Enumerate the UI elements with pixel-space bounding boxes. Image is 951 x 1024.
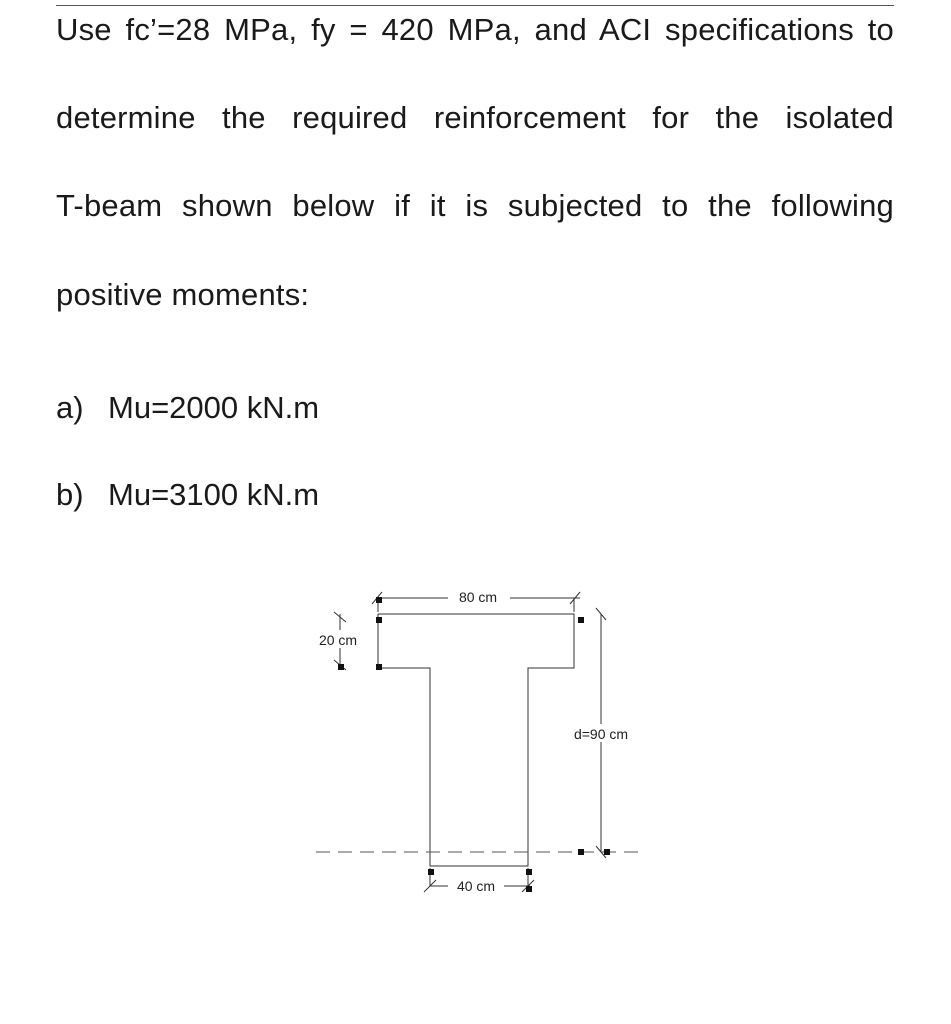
effective-depth-label: d=90 cm <box>573 726 629 742</box>
marker-web-right <box>526 869 532 875</box>
moment-case-b <box>56 475 319 515</box>
marker-web-left <box>428 869 434 875</box>
marker-flange-top-left <box>376 617 382 623</box>
moment-case-b-value: Mu=3100 kN.m <box>108 477 320 512</box>
problem-line-4: positive moments: <box>56 277 310 312</box>
flange-width-label: 80 cm <box>458 589 498 605</box>
dimension-markers <box>338 597 610 892</box>
problem-line-3: T-beam shown below if it is subjected to the following <box>56 188 894 223</box>
problem-line-1: Use fc’=28 MPa, fy = 420 MPa, and ACI specifications to <box>56 12 894 47</box>
problem-line-2: determine the required reinforcement for the isolated <box>56 100 894 135</box>
t-beam-diagram <box>0 560 951 920</box>
t-beam-outline <box>378 614 574 866</box>
marker-thickness-bottom <box>338 664 344 670</box>
marker-flange-top-right <box>578 617 584 623</box>
marker-flange-bottom-left <box>376 664 382 670</box>
moment-case-a-label: a) <box>56 390 84 425</box>
flange-thickness-label: 20 cm <box>318 632 358 648</box>
marker-depth-right <box>604 849 610 855</box>
marker-web-dimension-right <box>526 886 532 892</box>
marker-flange-left <box>376 597 382 603</box>
moment-case-a <box>56 388 319 428</box>
marker-depth-left <box>578 849 584 855</box>
top-rule <box>56 5 894 6</box>
moment-case-a-value: Mu=2000 kN.m <box>108 390 320 425</box>
web-width-label: 40 cm <box>456 878 496 894</box>
moment-case-b-label: b) <box>56 477 84 512</box>
